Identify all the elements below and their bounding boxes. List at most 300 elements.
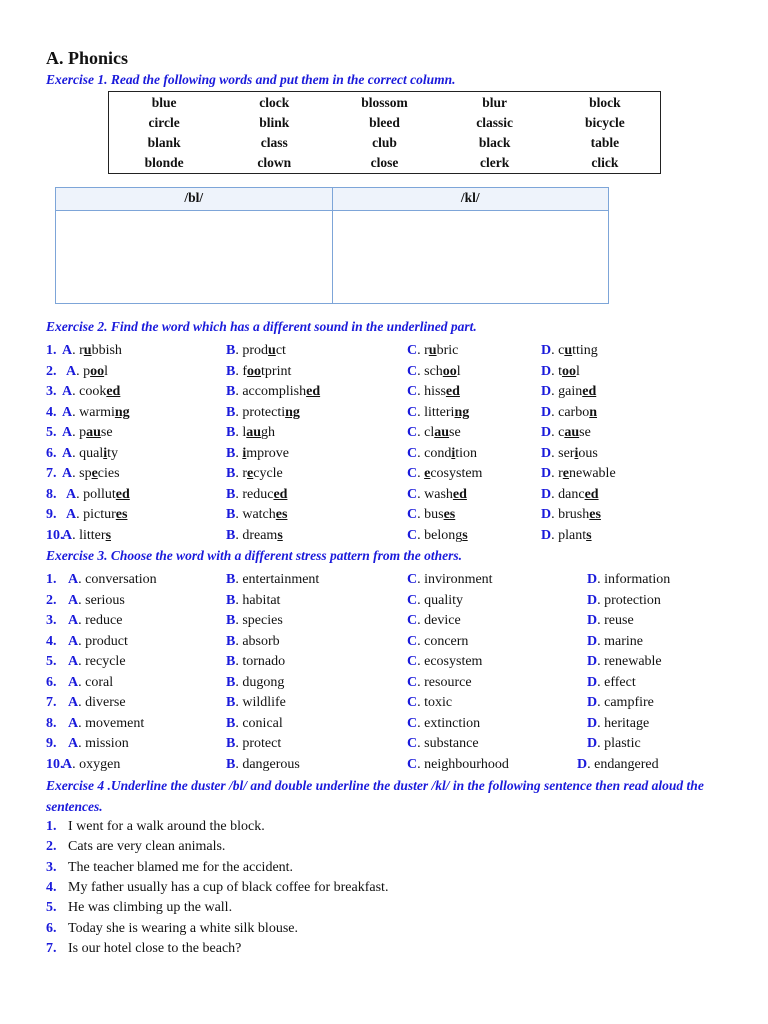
sentence-number: 7. xyxy=(46,940,57,956)
underlined-part: oo xyxy=(442,363,457,379)
option-c[interactable] xyxy=(407,405,469,421)
sentence-number: 1. xyxy=(46,819,57,834)
option-word: . invironment xyxy=(417,572,493,587)
word-cell: bleed xyxy=(369,115,400,130)
option-d[interactable] xyxy=(541,384,596,400)
option-letter: B xyxy=(226,715,236,731)
option-letter: B xyxy=(226,527,236,543)
option-word: . reduce xyxy=(78,613,123,628)
ex2-item-row xyxy=(0,507,768,527)
option-c[interactable] xyxy=(407,446,477,462)
word-part: wash xyxy=(424,486,453,502)
option-c[interactable] xyxy=(407,487,467,503)
ex2-item-row xyxy=(0,528,768,548)
option-c[interactable] xyxy=(407,593,463,609)
option-b[interactable] xyxy=(226,364,291,380)
item-number: 1. xyxy=(46,343,57,358)
word-part: pollut xyxy=(83,486,116,502)
word-part: c xyxy=(558,343,565,358)
option-a[interactable] xyxy=(68,593,125,609)
option-d[interactable] xyxy=(587,736,641,752)
option-d[interactable] xyxy=(541,425,591,441)
option-d[interactable] xyxy=(587,654,662,670)
option-letter: D xyxy=(587,613,598,628)
option-word: . diverse xyxy=(78,695,126,710)
sentence-text: My father usually has a cup of black coffee for breakfast. xyxy=(68,879,389,895)
option-dot: . xyxy=(551,486,559,502)
sentence-number: 5. xyxy=(46,900,57,916)
word-cell: clown xyxy=(257,155,292,170)
option-word: . absorb xyxy=(235,633,280,649)
column-header-bl: /bl/ xyxy=(56,188,333,210)
option-dot: . xyxy=(72,466,80,481)
option-word: . information xyxy=(597,572,671,587)
sentence-line[interactable] xyxy=(46,921,298,937)
option-d[interactable] xyxy=(541,466,616,482)
word-part: bus xyxy=(424,507,444,522)
option-letter: D xyxy=(587,592,598,608)
word-cell: blur xyxy=(482,95,508,110)
option-a[interactable] xyxy=(62,446,118,462)
option-dot: . xyxy=(72,445,80,461)
option-a[interactable] xyxy=(62,757,120,773)
word-part: se xyxy=(449,425,461,440)
underlined-part: i xyxy=(242,445,247,461)
option-letter: A xyxy=(68,572,79,587)
option-dot: . xyxy=(235,466,243,481)
option-a[interactable] xyxy=(68,675,113,691)
option-dot: . xyxy=(417,507,425,522)
option-c[interactable] xyxy=(407,466,482,482)
option-d[interactable] xyxy=(587,634,643,650)
word-part: l xyxy=(576,363,580,379)
option-a[interactable] xyxy=(62,384,120,400)
option-dot: . xyxy=(235,384,243,399)
sentence-line[interactable] xyxy=(46,880,388,896)
option-letter: D xyxy=(541,486,552,502)
word-row xyxy=(109,133,660,153)
word-part: ous xyxy=(578,445,598,461)
word-part: danc xyxy=(558,486,585,502)
option-c[interactable] xyxy=(407,675,472,691)
word-cell: classic xyxy=(476,115,514,130)
word-cell: close xyxy=(370,155,399,170)
word-part: brush xyxy=(558,507,590,522)
word-cell: bicycle xyxy=(584,115,625,130)
option-word: . dangerous xyxy=(235,756,300,772)
option-d[interactable] xyxy=(541,528,592,544)
option-b[interactable] xyxy=(226,613,283,629)
word-part: r xyxy=(558,466,563,481)
option-b[interactable] xyxy=(226,757,300,773)
option-d[interactable] xyxy=(577,757,659,773)
word-part: cook xyxy=(79,384,107,399)
word-part: cies xyxy=(97,466,120,481)
option-dot: . xyxy=(235,343,243,358)
option-dot: . xyxy=(235,527,243,543)
option-dot: . xyxy=(72,404,80,420)
option-word: . wildlife xyxy=(235,695,286,710)
option-letter: B xyxy=(226,736,236,751)
option-letter: B xyxy=(226,592,236,608)
sentence-number: 6. xyxy=(46,920,57,936)
item-number: 4. xyxy=(46,633,57,649)
option-letter: B xyxy=(226,384,236,399)
option-dot: . xyxy=(417,445,425,461)
item-number: 5. xyxy=(46,654,57,669)
column-header-kl: /kl/ xyxy=(460,190,480,205)
option-b[interactable] xyxy=(226,716,283,732)
option-c[interactable] xyxy=(407,654,482,670)
option-letter: D xyxy=(541,527,552,543)
underlined-part: ed xyxy=(306,384,321,399)
option-word: . toxic xyxy=(417,695,453,710)
option-word: . concern xyxy=(417,633,469,649)
option-dot: . xyxy=(235,507,243,522)
item-number: 7. xyxy=(46,466,57,481)
word-part: r xyxy=(242,466,248,481)
underlined-part: ng xyxy=(114,404,130,420)
option-a[interactable] xyxy=(68,654,126,670)
option-a[interactable] xyxy=(68,634,128,650)
word-part: tprint xyxy=(261,363,292,379)
ex2-item-row xyxy=(0,405,768,425)
word-part: newable xyxy=(569,466,616,481)
option-a[interactable] xyxy=(62,466,120,482)
option-letter: B xyxy=(226,343,236,358)
option-a[interactable] xyxy=(66,487,130,503)
option-d[interactable] xyxy=(587,613,634,629)
exercise-3-heading: Exercise 3. Choose the word with a different stress pattern from the others. xyxy=(46,548,463,563)
underlined-part: es xyxy=(443,507,456,522)
option-c[interactable] xyxy=(407,384,460,400)
underlined-part: i xyxy=(103,445,108,461)
option-letter: A xyxy=(68,736,79,751)
option-c[interactable] xyxy=(407,634,468,650)
option-letter: C xyxy=(407,572,418,587)
option-letter: C xyxy=(407,695,418,710)
option-word: . plastic xyxy=(597,736,641,751)
option-letter: A xyxy=(62,343,73,358)
option-b[interactable] xyxy=(226,736,281,752)
sentence-line[interactable] xyxy=(46,941,241,957)
item-number: 4. xyxy=(46,404,57,420)
option-letter: A xyxy=(66,507,77,522)
option-letter: A xyxy=(62,527,73,543)
option-d[interactable] xyxy=(541,487,599,503)
underlined-part: oo xyxy=(90,363,105,379)
sentence-line[interactable] xyxy=(46,819,265,835)
underlined-part: au xyxy=(434,425,450,440)
option-letter: C xyxy=(407,527,418,543)
word-part: l xyxy=(104,363,109,379)
option-c[interactable] xyxy=(407,757,509,773)
option-a[interactable] xyxy=(62,425,113,441)
word-cell: blank xyxy=(147,135,181,150)
underlined-part: ed xyxy=(445,384,460,399)
option-letter: D xyxy=(541,384,552,399)
option-word: . endangered xyxy=(587,756,659,772)
ex2-item-row xyxy=(0,446,768,466)
option-a[interactable] xyxy=(66,507,127,523)
option-letter: C xyxy=(407,613,418,628)
option-b[interactable] xyxy=(226,654,285,670)
word-part: r xyxy=(79,343,84,358)
item-number: 1. xyxy=(46,572,57,587)
option-a[interactable] xyxy=(68,716,144,732)
underlined-part: es xyxy=(275,507,288,522)
word-part: c xyxy=(558,425,565,440)
option-d[interactable] xyxy=(541,507,601,523)
option-letter: D xyxy=(541,404,552,420)
word-cell: click xyxy=(591,155,619,170)
word-part: p xyxy=(79,425,87,440)
option-letter: A xyxy=(62,466,73,481)
item-number: 2. xyxy=(46,592,57,608)
option-b[interactable] xyxy=(226,528,283,544)
option-dot: . xyxy=(76,507,84,522)
option-c[interactable] xyxy=(407,528,468,544)
word-cell: blonde xyxy=(144,155,184,170)
option-letter: C xyxy=(407,466,418,481)
option-b[interactable] xyxy=(226,466,283,482)
section-title: A. Phonics xyxy=(46,48,129,68)
underlined-part: s xyxy=(105,527,112,543)
sentence-text: Cats are very clean animals. xyxy=(68,839,226,855)
column-kl-answer-area[interactable] xyxy=(333,211,609,303)
item-number: 3. xyxy=(46,384,57,399)
option-c[interactable] xyxy=(407,507,455,523)
option-d[interactable] xyxy=(587,593,661,609)
underlined-part: ed xyxy=(582,384,597,399)
item-number: 5. xyxy=(46,425,57,440)
option-c[interactable] xyxy=(407,736,479,752)
option-letter: A xyxy=(68,654,79,669)
option-word: . conical xyxy=(235,715,283,731)
underlined-part: ng xyxy=(285,404,300,420)
word-part: warmi xyxy=(79,404,115,420)
word-part: protecti xyxy=(242,404,286,420)
sentence-line[interactable] xyxy=(46,839,225,855)
ex2-item-row xyxy=(0,384,768,404)
item-number: 10. xyxy=(46,527,64,543)
sentence-line[interactable] xyxy=(46,860,293,876)
word-part: se xyxy=(100,425,113,440)
option-a[interactable] xyxy=(62,528,111,544)
option-c[interactable] xyxy=(407,364,461,380)
option-b[interactable] xyxy=(226,384,320,400)
word-row xyxy=(109,93,660,113)
underlined-part: i xyxy=(451,445,456,461)
option-c[interactable] xyxy=(407,716,480,732)
option-letter: C xyxy=(407,633,418,649)
option-b[interactable] xyxy=(226,572,319,588)
option-a[interactable] xyxy=(62,405,130,421)
option-b[interactable] xyxy=(226,695,286,711)
word-part: pictur xyxy=(83,507,116,522)
ex3-item-row xyxy=(0,572,768,592)
option-letter: B xyxy=(226,363,236,379)
option-letter: C xyxy=(407,445,418,461)
underlined-part: s xyxy=(277,527,283,543)
option-b[interactable] xyxy=(226,425,275,441)
word-part: gain xyxy=(558,384,583,399)
option-word: . mission xyxy=(78,736,129,751)
word-part: reduc xyxy=(242,486,274,502)
option-letter: A xyxy=(62,404,73,420)
ex3-item-row xyxy=(0,716,768,736)
option-a[interactable] xyxy=(68,736,129,752)
option-c[interactable] xyxy=(407,613,461,629)
option-dot: . xyxy=(72,384,80,399)
option-dot: . xyxy=(235,486,243,502)
word-part: ct xyxy=(275,343,286,358)
option-dot: . xyxy=(417,343,425,358)
word-part: ser xyxy=(558,445,575,461)
option-a[interactable] xyxy=(68,695,126,711)
option-b[interactable] xyxy=(226,405,300,421)
sentence-line[interactable] xyxy=(46,900,232,916)
option-word: . reuse xyxy=(597,613,634,628)
item-number: 2. xyxy=(46,363,57,379)
column-bl-answer-area[interactable] xyxy=(56,211,333,303)
option-b[interactable] xyxy=(226,446,289,462)
underlined-part: ng xyxy=(454,404,470,420)
option-dot: . xyxy=(551,507,559,522)
sentence-text: I went for a walk around the block. xyxy=(68,819,265,834)
option-d[interactable] xyxy=(541,364,580,380)
option-a[interactable] xyxy=(66,364,108,380)
option-a[interactable] xyxy=(62,343,122,359)
option-b[interactable] xyxy=(226,593,280,609)
option-word: . substance xyxy=(417,736,479,751)
exercise-1-heading: Exercise 1. Read the following words and put them in the correct column. xyxy=(46,72,456,87)
word-part: mprove xyxy=(246,445,289,461)
option-letter: C xyxy=(407,486,418,502)
word-part: prod xyxy=(242,343,269,358)
word-cell: clock xyxy=(259,95,290,110)
option-b[interactable] xyxy=(226,634,280,650)
option-d[interactable] xyxy=(587,572,670,588)
item-number: 8. xyxy=(46,715,57,731)
ex2-item-row xyxy=(0,425,768,445)
option-d[interactable] xyxy=(541,405,597,421)
option-word: . oxygen xyxy=(72,756,121,772)
word-cell: class xyxy=(260,135,288,150)
item-number: 3. xyxy=(46,613,57,628)
option-d[interactable] xyxy=(587,675,636,691)
option-word: . marine xyxy=(597,633,643,649)
item-number: 6. xyxy=(46,445,57,461)
option-d[interactable] xyxy=(587,716,649,732)
option-dot: . xyxy=(235,445,243,461)
option-a[interactable] xyxy=(68,613,122,629)
sentence-number: 4. xyxy=(46,879,57,895)
word-part: gh xyxy=(261,425,276,440)
option-letter: C xyxy=(407,592,418,608)
option-word: . recycle xyxy=(78,654,126,669)
option-letter: C xyxy=(407,384,418,399)
word-row xyxy=(109,113,660,133)
ex2-item-row xyxy=(0,343,768,363)
underlined-part: ed xyxy=(452,486,467,502)
option-dot: . xyxy=(72,425,80,440)
option-c[interactable] xyxy=(407,695,452,711)
option-dot: . xyxy=(235,404,243,420)
option-dot: . xyxy=(417,425,425,440)
ex3-item-row xyxy=(0,634,768,654)
option-a[interactable] xyxy=(68,572,157,588)
word-part: qual xyxy=(79,445,104,461)
word-part: dream xyxy=(242,527,278,543)
option-letter: A xyxy=(68,674,79,690)
option-c[interactable] xyxy=(407,425,461,441)
ex3-item-row xyxy=(0,675,768,695)
option-letter: B xyxy=(226,695,236,710)
word-cell: block xyxy=(589,95,621,110)
option-letter: B xyxy=(226,466,236,481)
option-letter: C xyxy=(407,404,418,420)
underlined-part: e xyxy=(562,466,570,481)
ex3-item-row xyxy=(0,695,768,715)
option-word: . habitat xyxy=(235,592,281,608)
option-letter: B xyxy=(226,633,236,649)
option-d[interactable] xyxy=(541,343,598,359)
option-d[interactable] xyxy=(587,695,654,711)
word-part: cycle xyxy=(253,466,283,481)
option-c[interactable] xyxy=(407,572,493,588)
option-word: . extinction xyxy=(417,715,481,731)
option-dot: . xyxy=(417,384,425,399)
option-dot: . xyxy=(551,466,559,481)
option-letter: D xyxy=(587,674,598,690)
word-part: cond xyxy=(424,445,452,461)
option-letter: C xyxy=(407,756,418,772)
option-letter: B xyxy=(226,613,236,628)
sort-table xyxy=(55,187,609,304)
word-part: plant xyxy=(558,527,587,543)
word-part: ty xyxy=(107,445,119,461)
sentence-text: Is our hotel close to the beach? xyxy=(68,940,242,956)
option-c[interactable] xyxy=(407,343,458,359)
option-word: . product xyxy=(78,633,128,649)
word-part: bric xyxy=(436,343,459,358)
underlined-part: oo xyxy=(247,363,262,379)
option-letter: B xyxy=(226,654,236,669)
word-part: cl xyxy=(424,425,435,440)
option-letter: A xyxy=(68,695,79,710)
underlined-part: s xyxy=(462,527,468,543)
item-number: 8. xyxy=(46,486,57,502)
option-b[interactable] xyxy=(226,507,287,523)
option-letter: C xyxy=(407,363,418,379)
underlined-part: au xyxy=(86,425,101,440)
option-letter: B xyxy=(226,445,236,461)
option-b[interactable] xyxy=(226,487,287,503)
option-b[interactable] xyxy=(226,675,284,691)
underlined-part: e xyxy=(247,466,254,481)
ex2-item-row xyxy=(0,364,768,384)
option-word: . neighbourhood xyxy=(417,756,509,772)
option-letter: D xyxy=(541,363,552,379)
option-letter: D xyxy=(587,654,598,669)
option-letter: A xyxy=(66,486,77,502)
option-b[interactable] xyxy=(226,343,286,359)
option-letter: B xyxy=(226,507,236,522)
option-d[interactable] xyxy=(541,446,598,462)
option-letter: D xyxy=(541,466,552,481)
option-letter: D xyxy=(577,756,588,772)
